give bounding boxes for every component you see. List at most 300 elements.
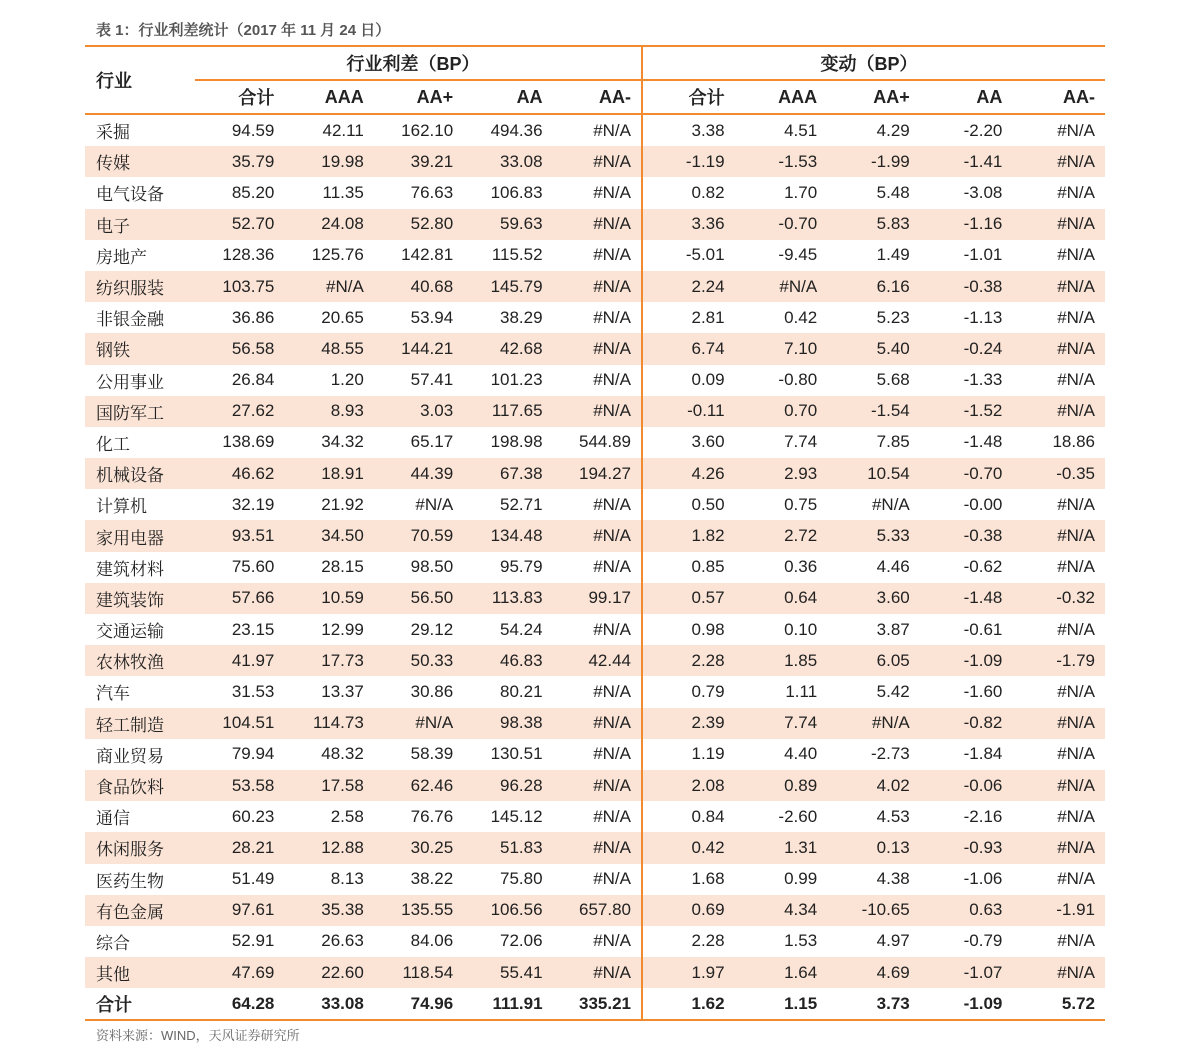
value-cell: 111.91	[463, 988, 552, 1020]
value-cell: 130.51	[490, 744, 543, 764]
header-row-groups	[85, 46, 1105, 80]
industry-name-cell: 交通运输	[96, 622, 164, 642]
value-cell: 0.50	[691, 494, 725, 514]
value-cell: #N/A	[553, 396, 642, 427]
value-cell: 28.15	[321, 557, 364, 577]
value-cell: 42.68	[463, 333, 552, 364]
value-cell: 3.38	[691, 120, 725, 140]
value-cell: 142.81	[401, 245, 454, 265]
value-cell: 64.28	[195, 988, 284, 1020]
table-row	[85, 489, 1105, 520]
value-cell: 194.27	[553, 458, 642, 489]
column-header: AA	[463, 80, 552, 114]
value-cell: 5.68	[876, 370, 910, 390]
table-row	[85, 427, 1105, 458]
industry-name-cell: 计算机	[96, 497, 147, 517]
value-cell: #N/A	[1057, 744, 1095, 764]
value-cell: -10.65	[827, 895, 920, 926]
value-cell: -1.99	[827, 146, 920, 177]
value-cell: 4.29	[876, 120, 910, 140]
value-cell: -0.35	[1012, 458, 1105, 489]
value-cell: -1.48	[920, 583, 1013, 614]
value-cell: 114.73	[284, 708, 373, 739]
value-cell: 42.44	[553, 645, 642, 676]
value-cell: 30.86	[410, 681, 454, 701]
value-cell: -3.08	[963, 182, 1003, 202]
value-cell: 53.94	[410, 307, 454, 327]
industry-name-cell: 非银金融	[96, 310, 164, 330]
value-cell: 2.28	[642, 645, 735, 676]
value-cell: 101.23	[490, 370, 543, 390]
value-cell: 0.42	[784, 307, 818, 327]
value-cell: #N/A	[553, 552, 642, 583]
value-cell: 1.97	[642, 957, 735, 988]
column-header: 合计	[642, 80, 735, 114]
value-cell: 0.42	[642, 832, 735, 863]
column-header: AA-	[553, 80, 642, 114]
value-cell: 38.22	[410, 869, 454, 889]
value-cell: 84.06	[410, 931, 454, 951]
header-group-change: 变动（BP）	[642, 46, 1105, 80]
value-cell: -1.91	[1012, 895, 1105, 926]
value-cell: 75.80	[500, 869, 543, 889]
table-row	[85, 832, 1105, 863]
value-cell: 0.10	[784, 619, 818, 639]
value-cell: 0.69	[642, 895, 735, 926]
value-cell: 162.10	[401, 120, 454, 140]
value-cell: 46.62	[195, 458, 284, 489]
value-cell: -1.41	[920, 146, 1013, 177]
industry-name-cell: 传媒	[85, 146, 195, 177]
value-cell: #N/A	[1057, 370, 1095, 390]
industry-name-cell: 电气设备	[96, 185, 164, 205]
value-cell: 4.69	[827, 957, 920, 988]
table-row	[85, 614, 1105, 645]
value-cell: 1.31	[735, 832, 828, 863]
value-cell: 3.60	[827, 583, 920, 614]
industry-name-cell: 纺织服装	[85, 271, 195, 302]
value-cell: #N/A	[553, 240, 642, 271]
industry-name-cell: 合计	[85, 988, 195, 1020]
value-cell: #N/A	[1057, 681, 1095, 701]
value-cell: 29.12	[410, 619, 454, 639]
table-row	[85, 333, 1105, 364]
value-cell: -1.09	[920, 988, 1013, 1020]
value-cell: 6.74	[642, 333, 735, 364]
value-cell: -0.06	[920, 770, 1013, 801]
header-industry: 行业	[85, 46, 195, 114]
table-row	[85, 302, 1105, 333]
value-cell: 56.58	[195, 333, 284, 364]
column-header: 合计	[195, 80, 284, 114]
value-cell: 128.36	[222, 245, 275, 265]
industry-spread-table	[85, 45, 1105, 1021]
value-cell: 198.98	[490, 432, 543, 452]
value-cell: 7.10	[735, 333, 828, 364]
value-cell: 34.32	[321, 432, 364, 452]
table-row	[85, 114, 1105, 146]
value-cell: #N/A	[1012, 209, 1105, 240]
value-cell: 18.91	[284, 458, 373, 489]
column-header: AA	[920, 80, 1013, 114]
column-header: AAA	[735, 80, 828, 114]
value-cell: 62.46	[374, 770, 463, 801]
value-cell: -5.01	[685, 245, 725, 265]
column-header: AAA	[284, 80, 373, 114]
value-cell: 5.83	[827, 209, 920, 240]
value-cell: 55.41	[463, 957, 552, 988]
table-row	[85, 240, 1105, 271]
value-cell: #N/A	[553, 957, 642, 988]
value-cell: 96.28	[463, 770, 552, 801]
value-cell: 22.60	[284, 957, 373, 988]
value-cell: 0.82	[691, 182, 725, 202]
value-cell: 4.34	[735, 895, 828, 926]
value-cell: 52.80	[374, 209, 463, 240]
value-cell: 4.46	[876, 557, 910, 577]
value-cell: 106.56	[463, 895, 552, 926]
table-row	[85, 177, 1105, 208]
industry-name-cell: 医药生物	[96, 871, 164, 891]
value-cell: 58.39	[410, 744, 454, 764]
header-row-columns	[85, 80, 1105, 114]
value-cell: 4.97	[876, 931, 910, 951]
value-cell: -0.93	[920, 832, 1013, 863]
value-cell: #N/A	[1012, 396, 1105, 427]
industry-name-cell: 采掘	[96, 123, 130, 143]
value-cell: 104.51	[195, 708, 284, 739]
value-cell: -1.13	[963, 307, 1003, 327]
value-cell: 145.12	[490, 806, 543, 826]
value-cell: 98.38	[463, 708, 552, 739]
value-cell: 0.89	[735, 770, 828, 801]
table-row	[85, 365, 1105, 396]
value-cell: 59.63	[463, 209, 552, 240]
value-cell: 41.97	[195, 645, 284, 676]
value-cell: 2.08	[642, 770, 735, 801]
table-row	[85, 957, 1105, 988]
column-header: AA+	[374, 80, 463, 114]
value-cell: 135.55	[374, 895, 463, 926]
value-cell: 24.08	[284, 209, 373, 240]
value-cell: -0.38	[920, 520, 1013, 551]
value-cell: 93.51	[195, 520, 284, 551]
value-cell: #N/A	[374, 708, 463, 739]
table-title: 表 1：行业利差统计（2017 年 11 月 24 日）	[96, 22, 391, 39]
industry-name-cell: 食品饮料	[85, 770, 195, 801]
value-cell: 20.65	[321, 307, 364, 327]
value-cell: 95.79	[500, 557, 543, 577]
value-cell: 46.83	[463, 645, 552, 676]
value-cell: 47.69	[195, 957, 284, 988]
value-cell: 103.75	[195, 271, 284, 302]
value-cell: #N/A	[1057, 619, 1095, 639]
value-cell: 3.36	[642, 209, 735, 240]
value-cell: 134.48	[463, 520, 552, 551]
value-cell: #N/A	[553, 864, 642, 895]
value-cell: 12.99	[321, 619, 364, 639]
value-cell: #N/A	[553, 302, 642, 333]
value-cell: 5.33	[827, 520, 920, 551]
value-cell: 0.98	[691, 619, 725, 639]
value-cell: -1.07	[920, 957, 1013, 988]
value-cell: -1.52	[920, 396, 1013, 427]
value-cell: -0.79	[963, 931, 1003, 951]
header-group-spread: 行业利差（BP）	[195, 46, 642, 80]
value-cell: 39.21	[374, 146, 463, 177]
value-cell: 0.99	[784, 869, 818, 889]
industry-name-cell: 建筑装饰	[85, 583, 195, 614]
value-cell: -2.60	[778, 806, 818, 826]
table-row	[85, 864, 1105, 895]
value-cell: 52.70	[195, 209, 284, 240]
value-cell: 17.73	[284, 645, 373, 676]
value-cell: 27.62	[195, 396, 284, 427]
value-cell: 0.64	[735, 583, 828, 614]
table-row	[85, 271, 1105, 302]
value-cell: 657.80	[553, 895, 642, 926]
value-cell: #N/A	[553, 739, 642, 770]
value-cell: 4.51	[784, 120, 818, 140]
value-cell: 74.96	[374, 988, 463, 1020]
value-cell: 7.74	[735, 708, 828, 739]
value-cell: -1.19	[642, 146, 735, 177]
value-cell: 72.06	[500, 931, 543, 951]
value-cell: 17.58	[284, 770, 373, 801]
value-cell: 0.36	[784, 557, 818, 577]
source-note: 资料来源：WIND，天风证券研究所	[96, 1028, 300, 1043]
value-cell: #N/A	[1057, 494, 1095, 514]
value-cell: 48.32	[321, 744, 364, 764]
value-cell: 40.68	[374, 271, 463, 302]
value-cell: #N/A	[1057, 307, 1095, 327]
value-cell: 4.53	[876, 806, 910, 826]
value-cell: -1.54	[827, 396, 920, 427]
value-cell: #N/A	[1012, 770, 1105, 801]
value-cell: 2.39	[642, 708, 735, 739]
industry-name-cell: 商业贸易	[96, 746, 164, 766]
value-cell: 8.13	[330, 869, 364, 889]
value-cell: 1.85	[735, 645, 828, 676]
value-cell: #N/A	[553, 926, 642, 957]
value-cell: 26.63	[321, 931, 364, 951]
value-cell: 8.93	[284, 396, 373, 427]
value-cell: 0.85	[691, 557, 725, 577]
value-cell: 2.24	[642, 271, 735, 302]
value-cell: -9.45	[778, 245, 818, 265]
value-cell: 113.83	[463, 583, 552, 614]
industry-name-cell: 综合	[96, 933, 130, 953]
value-cell: -1.01	[963, 245, 1003, 265]
industry-name-cell: 其他	[85, 957, 195, 988]
table-row	[85, 396, 1105, 427]
value-cell: 1.62	[642, 988, 735, 1020]
value-cell: #N/A	[1057, 557, 1095, 577]
value-cell: 0.63	[920, 895, 1013, 926]
value-cell: 1.49	[876, 245, 910, 265]
value-cell: -0.24	[920, 333, 1013, 364]
value-cell: 98.50	[410, 557, 454, 577]
value-cell: 50.33	[374, 645, 463, 676]
value-cell: 1.19	[691, 744, 725, 764]
value-cell: 85.20	[231, 182, 275, 202]
value-cell: #N/A	[553, 520, 642, 551]
column-header: AA-	[1012, 80, 1105, 114]
value-cell: 36.86	[231, 307, 275, 327]
value-cell: 115.52	[491, 245, 543, 265]
value-cell: 106.83	[490, 182, 543, 202]
value-cell: 494.36	[490, 120, 543, 140]
value-cell: #N/A	[553, 365, 642, 396]
value-cell: -2.20	[963, 120, 1003, 140]
value-cell: 54.24	[500, 619, 543, 639]
table-row	[85, 770, 1105, 801]
value-cell: 6.05	[827, 645, 920, 676]
value-cell: 1.64	[735, 957, 828, 988]
value-cell: 2.93	[735, 458, 828, 489]
value-cell: -0.80	[778, 370, 818, 390]
value-cell: 57.41	[410, 370, 454, 390]
value-cell: 21.92	[321, 494, 364, 514]
value-cell: 335.21	[553, 988, 642, 1020]
value-cell: 35.79	[195, 146, 284, 177]
value-cell: -0.82	[920, 708, 1013, 739]
table-row	[85, 739, 1105, 770]
value-cell: 65.17	[410, 432, 454, 452]
value-cell: -1.84	[963, 744, 1003, 764]
value-cell: 1.15	[735, 988, 828, 1020]
value-cell: #N/A	[553, 801, 642, 832]
value-cell: 1.11	[785, 681, 818, 701]
value-cell: -1.79	[1012, 645, 1105, 676]
value-cell: -1.33	[963, 370, 1003, 390]
value-cell: 125.76	[311, 245, 364, 265]
value-cell: 33.08	[284, 988, 373, 1020]
value-cell: 97.61	[195, 895, 284, 926]
value-cell: 2.58	[330, 806, 364, 826]
value-cell: 19.98	[284, 146, 373, 177]
value-cell: 2.81	[691, 307, 725, 327]
value-cell: -2.16	[963, 806, 1003, 826]
value-cell: #N/A	[553, 770, 642, 801]
value-cell: -1.48	[963, 432, 1003, 452]
industry-name-cell: 国防军工	[85, 396, 195, 427]
value-cell: 5.48	[876, 182, 910, 202]
value-cell: 5.72	[1012, 988, 1105, 1020]
value-cell: #N/A	[827, 708, 920, 739]
industry-name-cell: 休闲服务	[85, 832, 195, 863]
value-cell: 34.50	[284, 520, 373, 551]
value-cell: -1.06	[963, 869, 1003, 889]
value-cell: 57.66	[195, 583, 284, 614]
value-cell: 4.02	[827, 770, 920, 801]
value-cell: 11.35	[322, 182, 364, 202]
value-cell: #N/A	[553, 177, 642, 208]
value-cell: 5.42	[876, 681, 910, 701]
value-cell: -0.00	[963, 494, 1003, 514]
value-cell: -0.11	[642, 396, 735, 427]
value-cell: -0.70	[920, 458, 1013, 489]
value-cell: #N/A	[553, 209, 642, 240]
column-header: AA+	[827, 80, 920, 114]
value-cell: 4.26	[642, 458, 735, 489]
value-cell: 32.19	[231, 494, 275, 514]
value-cell: 76.76	[410, 806, 454, 826]
value-cell: 544.89	[553, 427, 642, 458]
value-cell: 44.39	[374, 458, 463, 489]
value-cell: #N/A	[1012, 957, 1105, 988]
table-row	[85, 146, 1105, 177]
industry-name-cell: 有色金属	[85, 895, 195, 926]
value-cell: 10.59	[284, 583, 373, 614]
value-cell: -0.38	[920, 271, 1013, 302]
value-cell: 118.54	[374, 957, 463, 988]
value-cell: 0.79	[691, 681, 725, 701]
value-cell: 1.53	[784, 931, 818, 951]
value-cell: #N/A	[553, 333, 642, 364]
value-cell: 76.63	[410, 182, 454, 202]
industry-name-cell: 钢铁	[85, 333, 195, 364]
value-cell: -0.70	[735, 209, 828, 240]
value-cell: #N/A	[1057, 245, 1095, 265]
value-cell: #N/A	[1012, 271, 1105, 302]
value-cell: 7.85	[876, 432, 910, 452]
industry-name-cell: 农林牧渔	[85, 645, 195, 676]
value-cell: #N/A	[871, 494, 910, 514]
industry-name-cell: 家用电器	[85, 520, 195, 551]
value-cell: 13.37	[321, 681, 364, 701]
table-row	[85, 708, 1105, 739]
value-cell: 48.55	[284, 333, 373, 364]
table-row	[85, 676, 1105, 707]
industry-name-cell: 轻工制造	[85, 708, 195, 739]
value-cell: #N/A	[1057, 869, 1095, 889]
table-row	[85, 209, 1105, 240]
table-row	[85, 552, 1105, 583]
value-cell: 42.11	[322, 120, 364, 140]
value-cell: 117.65	[463, 396, 552, 427]
value-cell: 52.71	[500, 494, 543, 514]
value-cell: 53.58	[195, 770, 284, 801]
value-cell: 2.72	[735, 520, 828, 551]
industry-name-cell: 房地产	[96, 247, 147, 267]
value-cell: #N/A	[735, 271, 828, 302]
value-cell: 23.15	[231, 619, 275, 639]
value-cell: 70.59	[374, 520, 463, 551]
value-cell: 60.23	[231, 806, 275, 826]
value-cell: 5.23	[876, 307, 910, 327]
industry-name-cell: 化工	[96, 434, 130, 454]
value-cell: 28.21	[195, 832, 284, 863]
industry-name-cell: 公用事业	[96, 372, 164, 392]
value-cell: #N/A	[1012, 146, 1105, 177]
table-row	[85, 520, 1105, 551]
value-cell: 51.49	[231, 869, 275, 889]
value-cell: 3.60	[691, 432, 725, 452]
total-row	[85, 988, 1105, 1020]
value-cell: 79.94	[231, 744, 275, 764]
industry-name-cell: 电子	[85, 209, 195, 240]
value-cell: -2.73	[871, 744, 910, 764]
value-cell: 12.88	[284, 832, 373, 863]
value-cell: #N/A	[1012, 832, 1105, 863]
table-row	[85, 926, 1105, 957]
value-cell: 75.60	[231, 557, 275, 577]
value-cell: #N/A	[553, 676, 642, 707]
value-cell: #N/A	[553, 489, 642, 520]
table-row	[85, 583, 1105, 614]
value-cell: #N/A	[1057, 931, 1095, 951]
